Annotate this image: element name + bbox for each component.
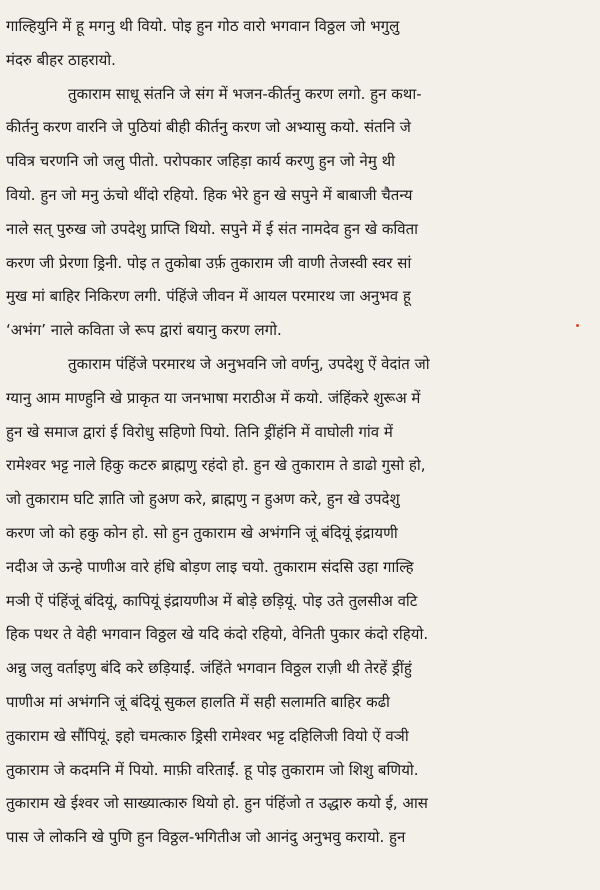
paragraph-2 xyxy=(6,78,594,348)
text-line: तुकाराम खे सौंपियूं. इहो चमत्कारु ड्रिसी रामेश्वर भट्ट दहिलिजी वियो ऐं वञी xyxy=(6,726,409,745)
text-line: रामेश्वर भट्ट नाले हिकु कटरु ब्राह्मणु रहंदो हो. हुन खे तुकाराम ते डाढो गुसो हो, xyxy=(6,456,426,475)
text-line: अन्नु जलु वर्ताइणु बंदि करे छड़ियाईं. जंहिंते भगवान विठ्ठल राज़ी थी तेरहें ड्रींहुं xyxy=(6,659,412,678)
text-line: कीर्तनु करण वारनि जे पुठियां बीही कीर्तनु करण जो अभ्यासु कयो. संतनि जे xyxy=(6,118,411,137)
ink-mark xyxy=(576,324,579,327)
page-text xyxy=(6,10,594,855)
text-line: जो तुकाराम घटि ज्ञाति जो हुअण करे, ब्राह्मणु न हुअण करे, हुन खे उपदेशु xyxy=(6,490,400,509)
text-line: करण जी प्रेरणा ड्रिनी. पोइ त तुकोबा उर्फ़ तुकाराम जी वाणी तेजस्वी स्वर सां xyxy=(6,253,412,272)
text-line: मुख मां बाहिर निकिरण लगी. पंहिंजे जीवन में आयल परमारथ जा अनुभव हू xyxy=(6,287,411,306)
text-line: ग्यानु आम माण्हुनि खे प्राकृत या जनभाषा मराठीअ में कयो. जंहिंकरे शुरूअ में xyxy=(6,388,421,407)
text-line: नदीअ जे ऊन्हे पाणीअ वारे हंधि बोड़ण लाइ चयो. तुकाराम संदसि उहा गाल्हि xyxy=(6,557,414,576)
text-line: ‘अभंग’ नाले कविता जे रूप द्वारां बयानु करण लगो. xyxy=(6,321,282,340)
text-line: पास जे लोकनि खे पुणि हुन विठ्ठल-भगितीअ जो आनंदु अनुभवु करायो. हुन xyxy=(6,828,406,847)
text-line: मञी ऐं पंहिंजूं बंदियूं, कापियूं इंद्रायणीअ में बोड़े छड़ियूं. पोइ उते तुलसीअ वटि xyxy=(6,591,418,610)
text-line: तुकाराम साधू संतनि जे संग में भजन-कीर्तनु करण लगो. हुन कथा- xyxy=(68,84,422,103)
text-line: करण जो को हकु कोन हो. सो हुन तुकाराम खे अभंगनि जूं बंदियूं इंद्रायणी xyxy=(6,523,398,542)
text-line: मंदरु बीहर ठाहरायो. xyxy=(6,50,116,69)
text-line: गाल्हियुनि में हू मगनु थी वियो. पोइ हुन गोठ वारो भगवान विठ्ठल जो भगुलु xyxy=(6,17,400,35)
text-line: नाले सत् पुरुख जो उपदेशु प्राप्ति थियो. सपुने में ई संत नामदेव हुन खे कविता xyxy=(6,219,419,238)
paragraph-1 xyxy=(6,10,594,78)
text-line: तुकाराम जे कदमनि में पियो. माफ़ी वरिताईं. हू पोइ तुकाराम जो शिशु बणियो. xyxy=(6,760,419,779)
text-line: पाणीअ मां अभंगनि जूं बंदियूं सुकल हालति में सही सलामति बाहिर कढी xyxy=(6,692,390,711)
text-line: तुकाराम पंहिंजे परमारथ जे अनुभवनि जो वर्णनु, उपदेशु ऐं वेदांत जो xyxy=(68,354,430,373)
text-line: तुकाराम खे ईश्वर जो साख्यात्कारु थियो हो. हुन पंहिंजो त उद्धारु कयो ई, आस xyxy=(6,794,428,813)
text-line: हिक पथर ते वेही भगवान विठ्ठल खे यदि कंदो रहियो, वेनिती पुकार कंदो रहियो. xyxy=(6,625,429,644)
text-line: हुन खे समाज द्वारां ई विरोधु सहिणो पियो. तिनि ड्रींहंनि में वाघोली गांव में xyxy=(6,422,393,441)
text-line: पवित्र चरणनि जो जलु पीतो. परोपकार जहिड़ा कार्य करणु हुन जो नेमु थी xyxy=(6,152,396,171)
paragraph-3 xyxy=(6,348,594,855)
text-line: वियो. हुन जो मनु ऊंचो थींदो रहियो. हिक भेरे हुन खे सपुने में बाबाजी चैतन्य xyxy=(6,185,413,204)
